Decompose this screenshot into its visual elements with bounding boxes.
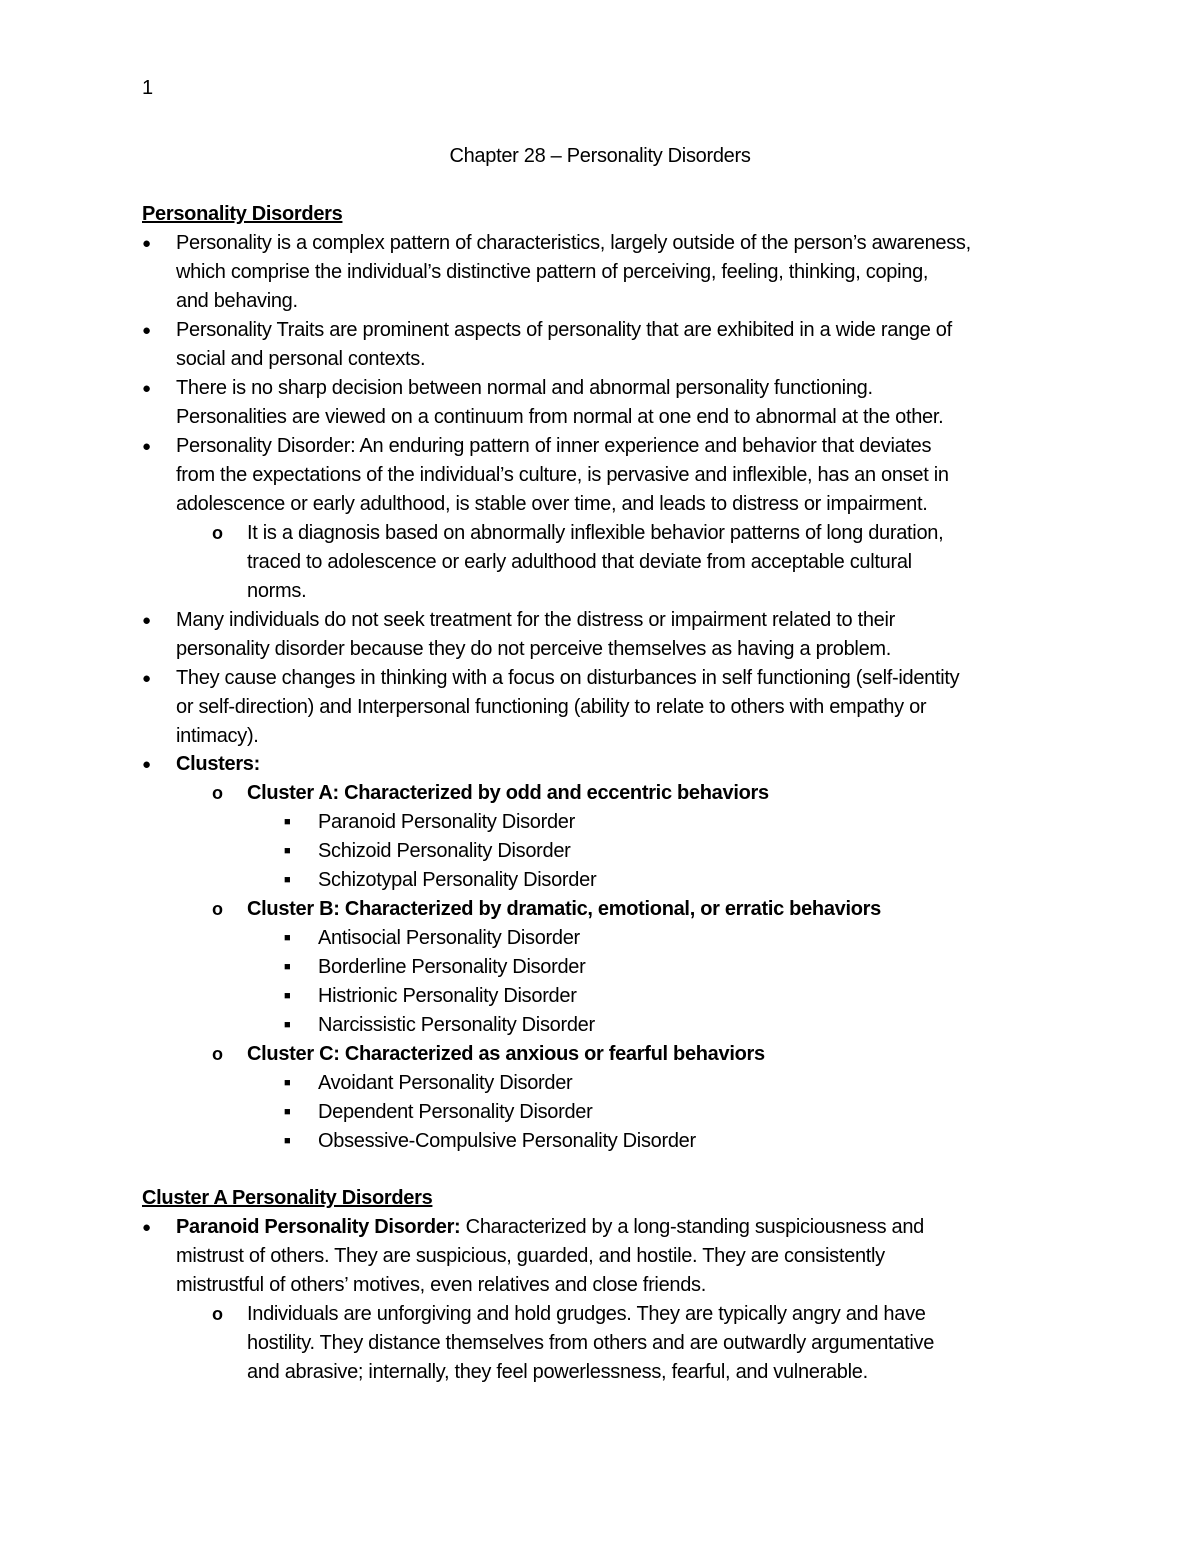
circle-bullet-icon: o — [212, 899, 223, 919]
bullet-5-line-2: personality disorder because they do not perceive themselves as having a problem. — [176, 638, 892, 660]
bullet-4-sub-line-1: It is a diagnosis based on abnormally inflexible behavior patterns of long duration, — [247, 522, 944, 544]
cluster-a-item: Paranoid Personality Disorder — [318, 811, 575, 833]
bullet-5-line-1: Many individuals do not seek treatment for the distress or impairment related to their — [176, 609, 895, 631]
square-bullet-icon: ■ — [284, 1135, 291, 1147]
paranoid-sub-line-3: and abrasive; internally, they feel powerlessness, fearful, and vulnerable. — [247, 1361, 868, 1383]
paranoid-line-1 — [176, 1213, 924, 1242]
bullet-3-line-2: Personalities are viewed on a continuum from normal at one end to abnormal at the other. — [176, 406, 944, 428]
bullet-disc-icon: ● — [142, 438, 152, 455]
circle-bullet-icon: o — [212, 1044, 223, 1064]
paranoid-term: Paranoid Personality Disorder: — [176, 1216, 461, 1238]
paranoid-sub-line-2: hostility. They distance themselves from others and are outwardly argumentative — [247, 1332, 935, 1354]
bullet-disc-icon: ● — [142, 322, 152, 339]
circle-bullet-icon: o — [212, 523, 223, 543]
bullet-4-line-1: Personality Disorder: An enduring pattern of inner experience and behavior that deviates — [176, 435, 932, 457]
bullet-disc-icon: ● — [142, 612, 152, 629]
square-bullet-icon: ■ — [284, 1106, 291, 1118]
cluster-b-label: Cluster B: Characterized by dramatic, emotional, or erratic behaviors — [247, 898, 881, 920]
square-bullet-icon: ■ — [284, 990, 291, 1002]
cluster-c-item: Avoidant Personality Disorder — [318, 1072, 573, 1094]
bullet-disc-icon: ● — [142, 380, 152, 397]
bullet-6-line-1: They cause changes in thinking with a focus on disturbances in self functioning (self-identity — [176, 667, 960, 689]
square-bullet-icon: ■ — [284, 874, 291, 886]
bullet-1-line-1: Personality is a complex pattern of characteristics, largely outside of the person’s awareness, — [176, 232, 971, 254]
square-bullet-icon: ■ — [284, 816, 291, 828]
cluster-c-item: Dependent Personality Disorder — [318, 1101, 593, 1123]
page-title: Chapter 28 – Personality Disorders — [449, 145, 751, 167]
square-bullet-icon: ■ — [284, 961, 291, 973]
bullet-6-line-3: intimacy). — [176, 725, 259, 747]
bullet-4-sub-line-2: traced to adolescence or early adulthood that deviate from acceptable cultural — [247, 551, 912, 573]
circle-bullet-icon: o — [212, 1304, 223, 1324]
bullet-4-line-3: adolescence or early adulthood, is stable over time, and leads to distress or impairment. — [176, 493, 928, 515]
bullet-3-line-1: There is no sharp decision between normal and abnormal personality functioning. — [176, 377, 873, 399]
cluster-c-label: Cluster C: Characterized as anxious or fearful behaviors — [247, 1043, 765, 1065]
bullet-2-line-2: social and personal contexts. — [176, 348, 426, 370]
paranoid-text-1: Characterized by a long-standing suspiciousness and — [460, 1216, 924, 1238]
bullet-disc-icon: ● — [142, 1219, 152, 1236]
bullet-1-line-3: and behaving. — [176, 290, 298, 312]
square-bullet-icon: ■ — [284, 932, 291, 944]
cluster-b-item: Histrionic Personality Disorder — [318, 985, 577, 1007]
bullet-1-line-2: which comprise the individual’s distinctive pattern of perceiving, feeling, thinking, coping, — [176, 261, 929, 283]
section-heading-personality-disorders: Personality Disorders — [142, 203, 343, 225]
bullet-4-sub-line-3: norms. — [247, 580, 307, 602]
cluster-b-item: Borderline Personality Disorder — [318, 956, 586, 978]
cluster-c-item: Obsessive-Compulsive Personality Disorder — [318, 1130, 696, 1152]
clusters-label: Clusters: — [176, 753, 260, 775]
cluster-a-item: Schizotypal Personality Disorder — [318, 869, 597, 891]
cluster-b-item: Antisocial Personality Disorder — [318, 927, 580, 949]
bullet-2-line-1: Personality Traits are prominent aspects of personality that are exhibited in a wide range of — [176, 319, 952, 341]
square-bullet-icon: ■ — [284, 1077, 291, 1089]
square-bullet-icon: ■ — [284, 1019, 291, 1031]
square-bullet-icon: ■ — [284, 845, 291, 857]
cluster-a-label: Cluster A: Characterized by odd and eccentric behaviors — [247, 782, 769, 804]
bullet-4-line-2: from the expectations of the individual’s culture, is pervasive and inflexible, has an onset in — [176, 464, 949, 486]
paranoid-line-2: mistrust of others. They are suspicious, guarded, and hostile. They are consistently — [176, 1245, 885, 1267]
section-heading-cluster-a: Cluster A Personality Disorders — [142, 1187, 433, 1209]
paranoid-sub-line-1: Individuals are unforgiving and hold grudges. They are typically angry and have — [247, 1303, 926, 1325]
bullet-6-line-2: or self-direction) and Interpersonal functioning (ability to relate to others with empathy or — [176, 696, 927, 718]
paranoid-line-3: mistrustful of others’ motives, even relatives and close friends. — [176, 1274, 706, 1296]
cluster-b-item: Narcissistic Personality Disorder — [318, 1014, 595, 1036]
bullet-disc-icon: ● — [142, 235, 152, 252]
bullet-disc-icon: ● — [142, 670, 152, 687]
cluster-a-item: Schizoid Personality Disorder — [318, 840, 571, 862]
circle-bullet-icon: o — [212, 783, 223, 803]
bullet-disc-icon: ● — [142, 756, 152, 773]
page-number: 1 — [142, 77, 153, 99]
